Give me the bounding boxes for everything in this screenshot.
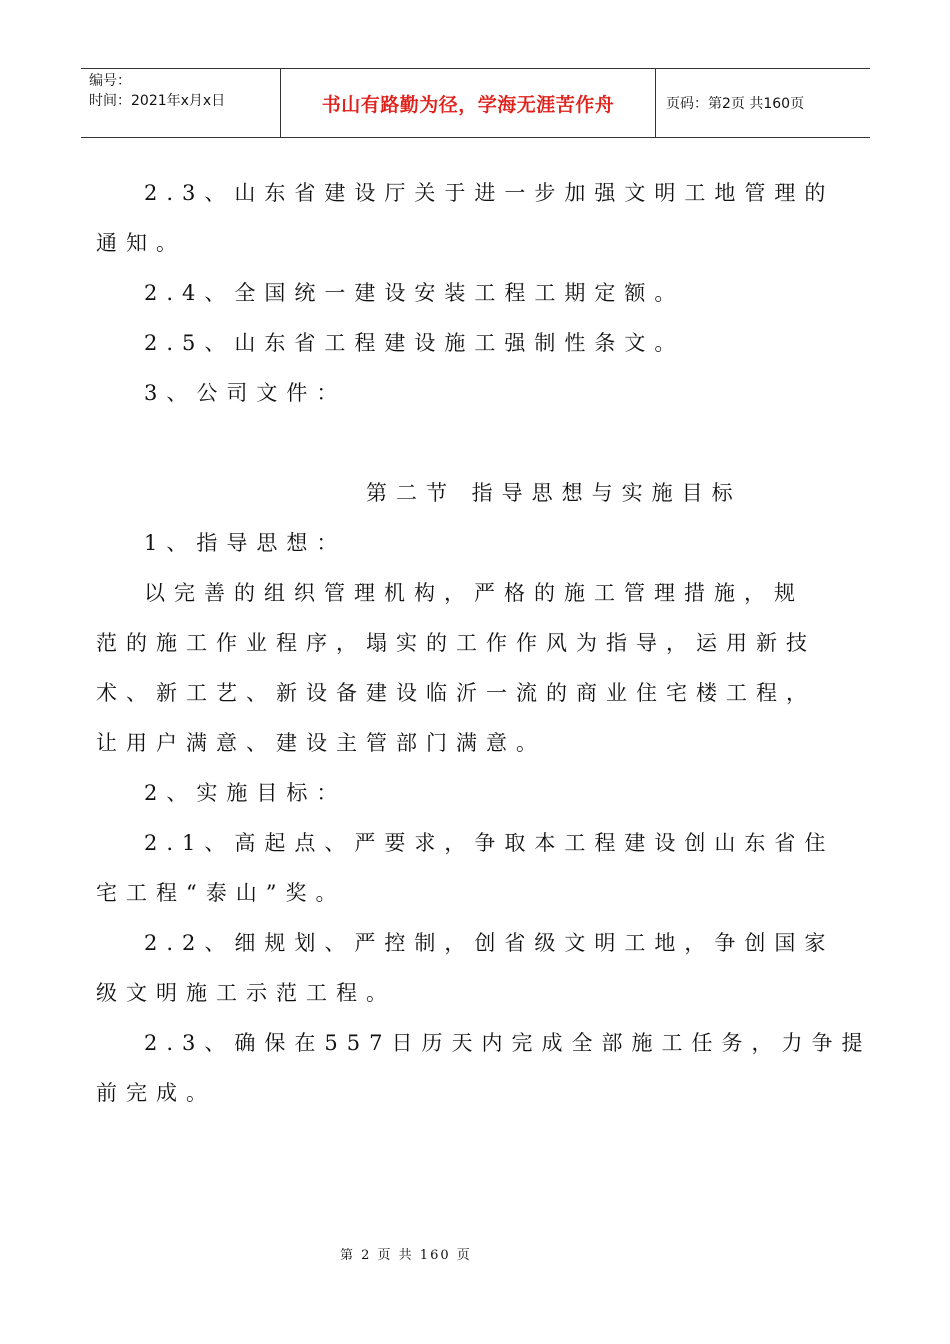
- paragraph: 2.3、确保在557日历天内完成全部施工任务，力争提: [144, 1031, 872, 1055]
- paragraph: 2.5、山东省工程建设施工强制性条文。: [144, 331, 685, 355]
- paragraph: 2.2、细规划、严控制，创省级文明工地，争创国家: [144, 931, 835, 955]
- header-meta: [81, 69, 281, 137]
- paragraph: 前完成。: [96, 1081, 216, 1105]
- time-label: 时间：2021年x月x日: [89, 93, 226, 109]
- paragraph: 1、指导思想：: [144, 531, 347, 555]
- paragraph: 通知。: [96, 231, 186, 255]
- document-body: [96, 168, 872, 1118]
- paragraph: 2.3、山东省建设厅关于进一步加强文明工地管理的: [144, 181, 835, 205]
- paragraph: 宅工程“泰山”奖。: [96, 881, 346, 905]
- page-footer: 第 2 页 共 160 页: [340, 1248, 472, 1263]
- section-title: 第二节 指导思想与实施目标: [366, 481, 742, 505]
- paragraph: 3、公司文件：: [144, 381, 347, 405]
- document-header: [81, 68, 870, 138]
- paragraph: 术、新工艺、新设备建设临沂一流的商业住宅楼工程，: [96, 681, 816, 705]
- paragraph: 2.1、高起点、严要求，争取本工程建设创山东省住: [144, 831, 835, 855]
- number-label: 编号：: [89, 73, 131, 89]
- paragraph: 2.4、全国统一建设安装工程工期定额。: [144, 281, 685, 305]
- header-page-info: 页码：第2页 共160页: [666, 96, 805, 112]
- paragraph: 2、实施目标：: [144, 781, 347, 805]
- paragraph: 让用户满意、建设主管部门满意。: [96, 731, 546, 755]
- paragraph: 级文明施工示范工程。: [96, 981, 396, 1005]
- header-motto: 书山有路勤为径，学海无涯苦作舟: [281, 69, 656, 137]
- paragraph: 以完善的组织管理机构，严格的施工管理措施，规: [144, 581, 804, 605]
- paragraph: 范的施工作业程序，塌实的工作作风为指导，运用新技: [96, 631, 816, 655]
